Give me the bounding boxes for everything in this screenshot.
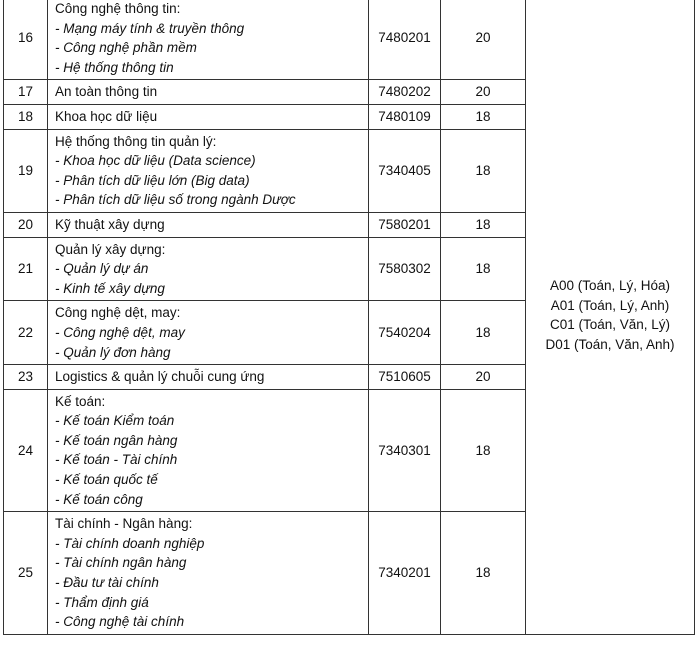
row-number: 22 <box>4 301 48 365</box>
major-code: 7340201 <box>369 512 441 635</box>
major-title: Kỹ thuật xây dựng <box>55 216 165 232</box>
quota: 18 <box>441 129 526 212</box>
major-code: 7480202 <box>369 80 441 105</box>
specialization-item: - Công nghệ tài chính <box>55 614 185 630</box>
quota: 20 <box>441 0 526 80</box>
subject-combinations <box>526 0 695 634</box>
major-name-cell <box>48 389 369 512</box>
specialization-item: - Tài chính doanh nghiệp <box>55 535 205 551</box>
major-title: Hệ thống thông tin quản lý: <box>55 133 217 149</box>
quota: 18 <box>441 301 526 365</box>
quota: 18 <box>441 389 526 512</box>
row-number: 23 <box>4 365 48 390</box>
quota: 18 <box>441 104 526 129</box>
specialization-item: - Công nghệ phần mềm <box>55 40 197 56</box>
subject-combination: D01 (Toán, Văn, Anh) <box>545 337 675 352</box>
specialization-item: - Mạng máy tính & truyền thông <box>55 20 245 36</box>
major-name-cell <box>48 237 369 301</box>
major-name-cell <box>48 512 369 635</box>
quota: 20 <box>441 365 526 390</box>
major-title: Khoa học dữ liệu <box>55 108 158 124</box>
major-title: Kế toán: <box>55 393 106 409</box>
subject-combination: C01 (Toán, Văn, Lý) <box>549 317 671 333</box>
major-title: An toàn thông tin <box>55 84 158 100</box>
quota: 20 <box>441 80 526 105</box>
major-code: 7510605 <box>369 365 441 390</box>
specialization-item: - Kinh tế xây dựng <box>55 280 165 296</box>
row-number: 20 <box>4 212 48 237</box>
admission-table <box>3 0 695 635</box>
specialization-item: - Kế toán công <box>55 491 143 507</box>
specialization-item: - Kế toán ngân hàng <box>55 432 178 448</box>
major-title: Công nghệ dệt, may: <box>55 305 181 321</box>
major-title: Tài chính - Ngân hàng: <box>55 516 193 532</box>
major-code: 7340405 <box>369 129 441 212</box>
row-number: 24 <box>4 389 48 512</box>
major-name-cell <box>48 365 369 390</box>
row-number: 25 <box>4 512 48 635</box>
specialization-item: - Kế toán Kiểm toán <box>55 413 175 429</box>
specialization-item: - Hệ thống thông tin <box>55 59 174 75</box>
major-name-cell <box>48 0 369 80</box>
major-code: 7580302 <box>369 237 441 301</box>
major-title: Quản lý xây dựng: <box>55 241 166 257</box>
row-number: 19 <box>4 129 48 212</box>
row-number: 16 <box>4 0 48 80</box>
specialization-item: - Phân tích dữ liệu số trong ngành Dược <box>55 192 296 208</box>
quota: 18 <box>441 212 526 237</box>
specialization-item: - Đầu tư tài chính <box>55 575 159 591</box>
major-name-cell <box>48 80 369 105</box>
specialization-item: - Công nghệ dệt, may <box>55 324 185 340</box>
admission-table-body <box>4 0 695 634</box>
major-name-cell <box>48 301 369 365</box>
major-code: 7480201 <box>369 0 441 80</box>
specialization-item: - Tài chính ngân hàng <box>55 555 187 571</box>
row-number: 21 <box>4 237 48 301</box>
subject-combination: A00 (Toán, Lý, Hóa) <box>549 278 671 294</box>
major-code: 7540204 <box>369 301 441 365</box>
table-row <box>4 0 695 80</box>
row-number: 17 <box>4 80 48 105</box>
specialization-item: - Quản lý đơn hàng <box>55 344 171 360</box>
quota: 18 <box>441 512 526 635</box>
specialization-item: - Kế toán - Tài chính <box>55 452 178 468</box>
specialization-item: - Phân tích dữ liệu lớn (Big data) <box>55 172 250 188</box>
specialization-item: - Thẩm định giá <box>55 594 149 610</box>
major-title: Công nghệ thông tin: <box>55 1 181 16</box>
major-code: 7480109 <box>369 104 441 129</box>
major-name-cell <box>48 212 369 237</box>
major-code: 7340301 <box>369 389 441 512</box>
major-code: 7580201 <box>369 212 441 237</box>
major-name-cell <box>48 104 369 129</box>
specialization-item: - Kế toán quốc tế <box>55 472 158 488</box>
row-number: 18 <box>4 104 48 129</box>
subject-combination: A01 (Toán, Lý, Anh) <box>550 297 670 313</box>
major-name-cell <box>48 129 369 212</box>
specialization-item: - Quản lý dự án <box>55 261 149 277</box>
specialization-item: - Khoa học dữ liệu (Data science) <box>55 153 256 169</box>
quota: 18 <box>441 237 526 301</box>
major-title: Logistics & quản lý chuỗi cung ứng <box>55 369 265 385</box>
